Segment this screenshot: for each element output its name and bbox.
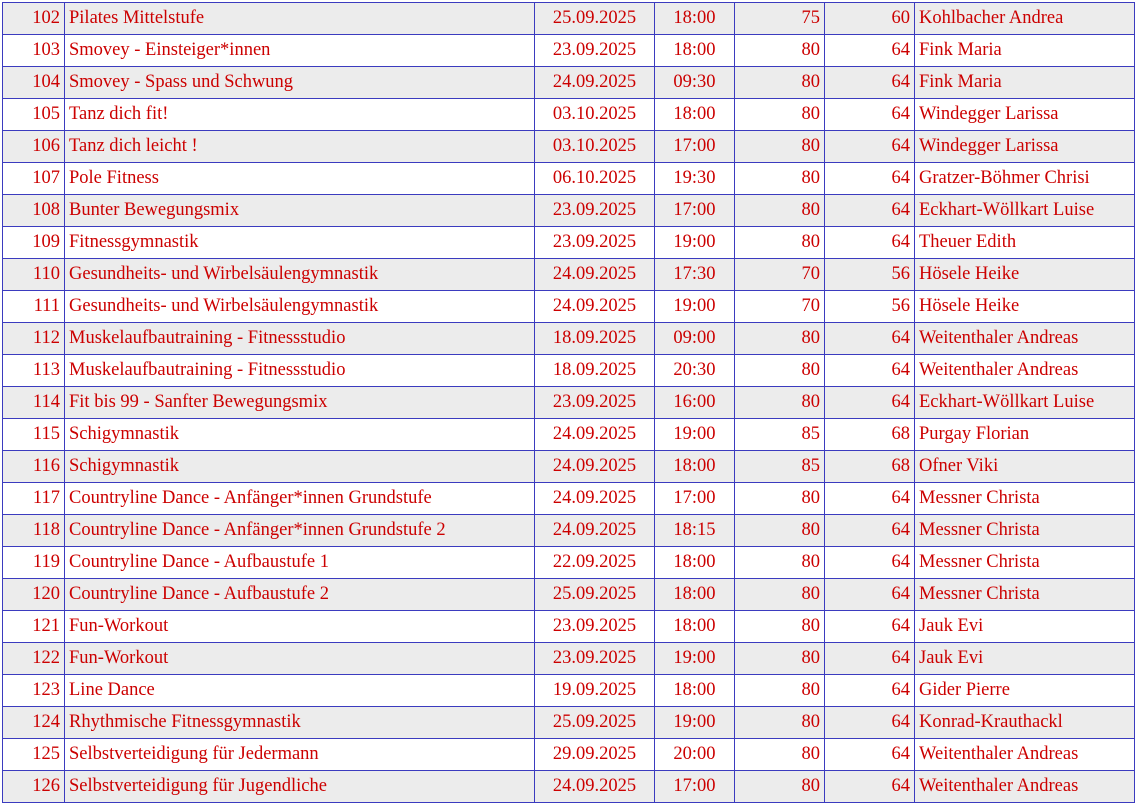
cell-nr: 123 bbox=[3, 675, 65, 707]
cell-title: Tanz dich leicht ! bbox=[65, 131, 535, 163]
cell-title: Smovey - Einsteiger*innen bbox=[65, 35, 535, 67]
cell-date: 24.09.2025 bbox=[535, 451, 655, 483]
cell-nr: 110 bbox=[3, 259, 65, 291]
cell-price-reduced: 64 bbox=[825, 195, 915, 227]
cell-trainer: Jauk Evi bbox=[915, 643, 1135, 675]
cell-price-full: 80 bbox=[735, 163, 825, 195]
cell-nr: 125 bbox=[3, 739, 65, 771]
cell-time: 19:00 bbox=[655, 707, 735, 739]
cell-title: Line Dance bbox=[65, 675, 535, 707]
table-row bbox=[3, 99, 1135, 131]
cell-title: Countryline Dance - Anfänger*innen Grundstufe 2 bbox=[65, 515, 535, 547]
cell-time: 17:30 bbox=[655, 259, 735, 291]
cell-date: 18.09.2025 bbox=[535, 323, 655, 355]
cell-nr: 119 bbox=[3, 547, 65, 579]
cell-nr: 121 bbox=[3, 611, 65, 643]
cell-title: Tanz dich fit! bbox=[65, 99, 535, 131]
cell-title: Muskelaufbautraining - Fitnessstudio bbox=[65, 355, 535, 387]
cell-title: Countryline Dance - Anfänger*innen Grundstufe bbox=[65, 483, 535, 515]
cell-date: 25.09.2025 bbox=[535, 3, 655, 35]
cell-trainer: Theuer Edith bbox=[915, 227, 1135, 259]
cell-nr: 122 bbox=[3, 643, 65, 675]
table-row bbox=[3, 131, 1135, 163]
cell-title: Schigymnastik bbox=[65, 451, 535, 483]
cell-time: 18:00 bbox=[655, 99, 735, 131]
cell-time: 09:30 bbox=[655, 67, 735, 99]
cell-date: 25.09.2025 bbox=[535, 707, 655, 739]
cell-price-full: 80 bbox=[735, 131, 825, 163]
cell-price-full: 80 bbox=[735, 771, 825, 803]
cell-date: 24.09.2025 bbox=[535, 291, 655, 323]
cell-title: Selbstverteidigung für Jugendliche bbox=[65, 771, 535, 803]
cell-price-full: 80 bbox=[735, 643, 825, 675]
cell-nr: 112 bbox=[3, 323, 65, 355]
table-row bbox=[3, 579, 1135, 611]
cell-trainer: Kohlbacher Andrea bbox=[915, 3, 1135, 35]
cell-title: Pilates Mittelstufe bbox=[65, 3, 535, 35]
cell-date: 29.09.2025 bbox=[535, 739, 655, 771]
table-row bbox=[3, 419, 1135, 451]
cell-time: 20:00 bbox=[655, 739, 735, 771]
cell-time: 17:00 bbox=[655, 195, 735, 227]
cell-title: Countryline Dance - Aufbaustufe 1 bbox=[65, 547, 535, 579]
cell-time: 17:00 bbox=[655, 483, 735, 515]
cell-nr: 104 bbox=[3, 67, 65, 99]
cell-price-reduced: 64 bbox=[825, 99, 915, 131]
cell-time: 18:00 bbox=[655, 611, 735, 643]
cell-trainer: Purgay Florian bbox=[915, 419, 1135, 451]
cell-price-reduced: 64 bbox=[825, 163, 915, 195]
cell-title: Fit bis 99 - Sanfter Bewegungsmix bbox=[65, 387, 535, 419]
cell-price-reduced: 64 bbox=[825, 643, 915, 675]
cell-price-full: 80 bbox=[735, 355, 825, 387]
cell-price-full: 80 bbox=[735, 547, 825, 579]
cell-date: 23.09.2025 bbox=[535, 35, 655, 67]
table-row bbox=[3, 163, 1135, 195]
cell-date: 19.09.2025 bbox=[535, 675, 655, 707]
cell-title: Muskelaufbautraining - Fitnessstudio bbox=[65, 323, 535, 355]
cell-price-reduced: 64 bbox=[825, 67, 915, 99]
cell-date: 23.09.2025 bbox=[535, 643, 655, 675]
cell-date: 23.09.2025 bbox=[535, 611, 655, 643]
cell-trainer: Hösele Heike bbox=[915, 291, 1135, 323]
cell-price-full: 80 bbox=[735, 707, 825, 739]
cell-price-reduced: 64 bbox=[825, 483, 915, 515]
cell-price-reduced: 60 bbox=[825, 3, 915, 35]
cell-time: 19:00 bbox=[655, 291, 735, 323]
cell-nr: 116 bbox=[3, 451, 65, 483]
table-row bbox=[3, 195, 1135, 227]
cell-trainer: Hösele Heike bbox=[915, 259, 1135, 291]
table-row bbox=[3, 547, 1135, 579]
cell-price-full: 80 bbox=[735, 195, 825, 227]
cell-title: Selbstverteidigung für Jedermann bbox=[65, 739, 535, 771]
cell-nr: 103 bbox=[3, 35, 65, 67]
cell-trainer: Messner Christa bbox=[915, 579, 1135, 611]
cell-date: 24.09.2025 bbox=[535, 419, 655, 451]
cell-price-full: 80 bbox=[735, 515, 825, 547]
cell-time: 18:00 bbox=[655, 35, 735, 67]
cell-price-reduced: 64 bbox=[825, 35, 915, 67]
cell-time: 18:00 bbox=[655, 547, 735, 579]
cell-price-full: 80 bbox=[735, 67, 825, 99]
cell-price-full: 80 bbox=[735, 227, 825, 259]
cell-title: Rhythmische Fitnessgymnastik bbox=[65, 707, 535, 739]
cell-price-full: 80 bbox=[735, 675, 825, 707]
cell-nr: 114 bbox=[3, 387, 65, 419]
cell-price-reduced: 64 bbox=[825, 675, 915, 707]
cell-trainer: Weitenthaler Andreas bbox=[915, 771, 1135, 803]
cell-price-full: 80 bbox=[735, 35, 825, 67]
cell-price-full: 80 bbox=[735, 323, 825, 355]
cell-price-full: 85 bbox=[735, 451, 825, 483]
cell-nr: 106 bbox=[3, 131, 65, 163]
cell-price-full: 80 bbox=[735, 483, 825, 515]
cell-price-full: 70 bbox=[735, 259, 825, 291]
cell-price-full: 80 bbox=[735, 99, 825, 131]
cell-title: Fitnessgymnastik bbox=[65, 227, 535, 259]
cell-trainer: Fink Maria bbox=[915, 67, 1135, 99]
table-row bbox=[3, 387, 1135, 419]
cell-price-reduced: 68 bbox=[825, 419, 915, 451]
cell-price-reduced: 64 bbox=[825, 323, 915, 355]
cell-time: 09:00 bbox=[655, 323, 735, 355]
table-row bbox=[3, 675, 1135, 707]
table-row bbox=[3, 3, 1135, 35]
cell-title: Gesundheits- und Wirbelsäulengymnastik bbox=[65, 291, 535, 323]
cell-nr: 109 bbox=[3, 227, 65, 259]
cell-price-reduced: 64 bbox=[825, 579, 915, 611]
cell-time: 20:30 bbox=[655, 355, 735, 387]
cell-title: Fun-Workout bbox=[65, 611, 535, 643]
cell-price-reduced: 64 bbox=[825, 387, 915, 419]
cell-price-full: 80 bbox=[735, 579, 825, 611]
cell-date: 24.09.2025 bbox=[535, 515, 655, 547]
cell-title: Countryline Dance - Aufbaustufe 2 bbox=[65, 579, 535, 611]
cell-time: 19:30 bbox=[655, 163, 735, 195]
course-list-sheet bbox=[0, 2, 1135, 796]
cell-title: Schigymnastik bbox=[65, 419, 535, 451]
cell-nr: 117 bbox=[3, 483, 65, 515]
cell-title: Pole Fitness bbox=[65, 163, 535, 195]
cell-date: 03.10.2025 bbox=[535, 99, 655, 131]
cell-date: 24.09.2025 bbox=[535, 483, 655, 515]
cell-title: Smovey - Spass und Schwung bbox=[65, 67, 535, 99]
cell-time: 16:00 bbox=[655, 387, 735, 419]
cell-nr: 118 bbox=[3, 515, 65, 547]
cell-trainer: Weitenthaler Andreas bbox=[915, 355, 1135, 387]
cell-price-full: 75 bbox=[735, 3, 825, 35]
cell-date: 23.09.2025 bbox=[535, 387, 655, 419]
cell-price-reduced: 64 bbox=[825, 547, 915, 579]
course-table bbox=[2, 2, 1135, 803]
table-row bbox=[3, 643, 1135, 675]
table-row bbox=[3, 451, 1135, 483]
cell-date: 23.09.2025 bbox=[535, 195, 655, 227]
cell-time: 19:00 bbox=[655, 419, 735, 451]
cell-trainer: Messner Christa bbox=[915, 483, 1135, 515]
cell-nr: 115 bbox=[3, 419, 65, 451]
cell-date: 06.10.2025 bbox=[535, 163, 655, 195]
cell-nr: 105 bbox=[3, 99, 65, 131]
cell-price-full: 80 bbox=[735, 387, 825, 419]
table-row bbox=[3, 483, 1135, 515]
cell-date: 25.09.2025 bbox=[535, 579, 655, 611]
table-row bbox=[3, 35, 1135, 67]
table-row bbox=[3, 515, 1135, 547]
cell-time: 18:00 bbox=[655, 451, 735, 483]
cell-price-reduced: 56 bbox=[825, 259, 915, 291]
cell-nr: 107 bbox=[3, 163, 65, 195]
cell-price-reduced: 64 bbox=[825, 355, 915, 387]
table-row bbox=[3, 355, 1135, 387]
cell-trainer: Windegger Larissa bbox=[915, 99, 1135, 131]
cell-time: 18:00 bbox=[655, 675, 735, 707]
cell-price-reduced: 64 bbox=[825, 515, 915, 547]
cell-date: 24.09.2025 bbox=[535, 771, 655, 803]
cell-trainer: Gratzer-Böhmer Chrisi bbox=[915, 163, 1135, 195]
table-row bbox=[3, 291, 1135, 323]
cell-time: 19:00 bbox=[655, 643, 735, 675]
cell-trainer: Windegger Larissa bbox=[915, 131, 1135, 163]
cell-price-reduced: 64 bbox=[825, 707, 915, 739]
cell-trainer: Weitenthaler Andreas bbox=[915, 323, 1135, 355]
cell-date: 24.09.2025 bbox=[535, 259, 655, 291]
cell-price-reduced: 64 bbox=[825, 227, 915, 259]
cell-price-full: 80 bbox=[735, 739, 825, 771]
cell-title: Fun-Workout bbox=[65, 643, 535, 675]
cell-price-full: 85 bbox=[735, 419, 825, 451]
cell-trainer: Eckhart-Wöllkart Luise bbox=[915, 387, 1135, 419]
table-row bbox=[3, 67, 1135, 99]
cell-trainer: Weitenthaler Andreas bbox=[915, 739, 1135, 771]
table-row bbox=[3, 611, 1135, 643]
cell-title: Bunter Bewegungsmix bbox=[65, 195, 535, 227]
cell-date: 18.09.2025 bbox=[535, 355, 655, 387]
cell-date: 24.09.2025 bbox=[535, 67, 655, 99]
cell-time: 19:00 bbox=[655, 227, 735, 259]
cell-time: 18:15 bbox=[655, 515, 735, 547]
cell-nr: 113 bbox=[3, 355, 65, 387]
cell-trainer: Jauk Evi bbox=[915, 611, 1135, 643]
cell-trainer: Eckhart-Wöllkart Luise bbox=[915, 195, 1135, 227]
cell-trainer: Konrad-Krauthackl bbox=[915, 707, 1135, 739]
cell-price-reduced: 64 bbox=[825, 739, 915, 771]
cell-time: 17:00 bbox=[655, 131, 735, 163]
cell-nr: 124 bbox=[3, 707, 65, 739]
cell-trainer: Messner Christa bbox=[915, 547, 1135, 579]
cell-trainer: Ofner Viki bbox=[915, 451, 1135, 483]
cell-nr: 111 bbox=[3, 291, 65, 323]
cell-trainer: Fink Maria bbox=[915, 35, 1135, 67]
cell-date: 03.10.2025 bbox=[535, 131, 655, 163]
table-row bbox=[3, 323, 1135, 355]
cell-price-full: 80 bbox=[735, 611, 825, 643]
cell-date: 22.09.2025 bbox=[535, 547, 655, 579]
table-row bbox=[3, 739, 1135, 771]
cell-price-full: 70 bbox=[735, 291, 825, 323]
table-row bbox=[3, 259, 1135, 291]
cell-time: 18:00 bbox=[655, 579, 735, 611]
cell-nr: 120 bbox=[3, 579, 65, 611]
cell-price-reduced: 64 bbox=[825, 611, 915, 643]
cell-nr: 108 bbox=[3, 195, 65, 227]
cell-price-reduced: 56 bbox=[825, 291, 915, 323]
cell-trainer: Messner Christa bbox=[915, 515, 1135, 547]
cell-nr: 102 bbox=[3, 3, 65, 35]
cell-nr: 126 bbox=[3, 771, 65, 803]
table-row bbox=[3, 227, 1135, 259]
table-row bbox=[3, 771, 1135, 803]
cell-price-reduced: 68 bbox=[825, 451, 915, 483]
cell-time: 18:00 bbox=[655, 3, 735, 35]
cell-date: 23.09.2025 bbox=[535, 227, 655, 259]
cell-time: 17:00 bbox=[655, 771, 735, 803]
table-row bbox=[3, 707, 1135, 739]
cell-price-reduced: 64 bbox=[825, 771, 915, 803]
cell-title: Gesundheits- und Wirbelsäulengymnastik bbox=[65, 259, 535, 291]
cell-price-reduced: 64 bbox=[825, 131, 915, 163]
course-table-body bbox=[3, 3, 1135, 803]
cell-trainer: Gider Pierre bbox=[915, 675, 1135, 707]
